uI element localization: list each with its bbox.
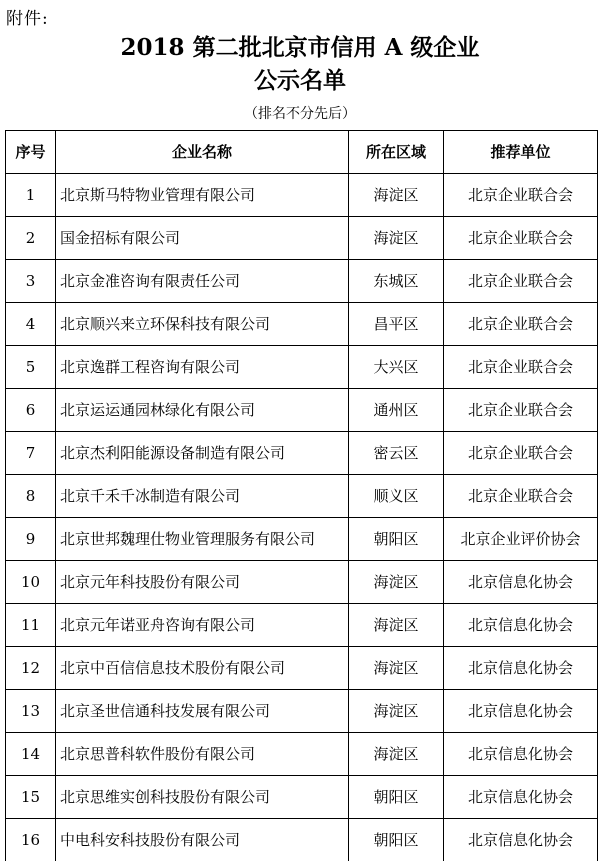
table-row	[6, 217, 598, 260]
table-row	[6, 561, 598, 604]
cell-index: 1	[6, 174, 56, 217]
cell-district: 海淀区	[349, 561, 444, 604]
table-row	[6, 389, 598, 432]
cell-district: 海淀区	[349, 733, 444, 776]
cell-company-name: 北京金准咨询有限责任公司	[56, 260, 349, 303]
table-row	[6, 604, 598, 647]
table-row	[6, 346, 598, 389]
cell-recommending-unit: 北京企业联合会	[444, 217, 598, 260]
header-company-name: 企业名称	[56, 131, 349, 174]
cell-recommending-unit: 北京信息化协会	[444, 819, 598, 862]
document-title-line2: 公示名单	[254, 67, 346, 94]
cell-company-name: 北京杰利阳能源设备制造有限公司	[56, 432, 349, 475]
cell-index: 12	[6, 647, 56, 690]
table-row	[6, 174, 598, 217]
cell-district: 朝阳区	[349, 819, 444, 862]
table-row	[6, 647, 598, 690]
cell-index: 2	[6, 217, 56, 260]
cell-district: 昌平区	[349, 303, 444, 346]
cell-index: 6	[6, 389, 56, 432]
cell-district: 大兴区	[349, 346, 444, 389]
document-title: 2018 第二批北京市信用 A 级企业	[120, 34, 480, 61]
cell-index: 11	[6, 604, 56, 647]
cell-recommending-unit: 北京企业联合会	[444, 475, 598, 518]
cell-company-name: 北京运运通园林绿化有限公司	[56, 389, 349, 432]
cell-district: 海淀区	[349, 690, 444, 733]
cell-recommending-unit: 北京企业联合会	[444, 432, 598, 475]
table-row	[6, 690, 598, 733]
cell-district: 东城区	[349, 260, 444, 303]
cell-index: 4	[6, 303, 56, 346]
table-row	[6, 776, 598, 819]
cell-district: 通州区	[349, 389, 444, 432]
cell-recommending-unit: 北京企业评价协会	[444, 518, 598, 561]
table-row	[6, 475, 598, 518]
cell-recommending-unit: 北京企业联合会	[444, 260, 598, 303]
cell-recommending-unit: 北京信息化协会	[444, 647, 598, 690]
cell-company-name: 北京世邦魏理仕物业管理服务有限公司	[56, 518, 349, 561]
cell-district: 顺义区	[349, 475, 444, 518]
cell-recommending-unit: 北京企业联合会	[444, 174, 598, 217]
cell-district: 海淀区	[349, 647, 444, 690]
cell-index: 8	[6, 475, 56, 518]
cell-index: 10	[6, 561, 56, 604]
table-row	[6, 518, 598, 561]
cell-company-name: 中电科安科技股份有限公司	[56, 819, 349, 862]
cell-index: 13	[6, 690, 56, 733]
cell-company-name: 北京思普科软件股份有限公司	[56, 733, 349, 776]
document-subtitle: （排名不分先后）	[244, 106, 356, 122]
cell-recommending-unit: 北京信息化协会	[444, 733, 598, 776]
cell-company-name: 北京逸群工程咨询有限公司	[56, 346, 349, 389]
header-recommending-unit: 推荐单位	[444, 131, 598, 174]
table-header-row	[6, 131, 598, 174]
cell-company-name: 北京斯马特物业管理有限公司	[56, 174, 349, 217]
cell-recommending-unit: 北京信息化协会	[444, 690, 598, 733]
cell-company-name: 北京思维实创科技股份有限公司	[56, 776, 349, 819]
cell-index: 3	[6, 260, 56, 303]
cell-recommending-unit: 北京信息化协会	[444, 776, 598, 819]
cell-recommending-unit: 北京信息化协会	[444, 561, 598, 604]
cell-index: 14	[6, 733, 56, 776]
cell-recommending-unit: 北京信息化协会	[444, 604, 598, 647]
header-district: 所在区域	[349, 131, 444, 174]
table-row	[6, 733, 598, 776]
table-row	[6, 819, 598, 862]
table-row	[6, 432, 598, 475]
cell-recommending-unit: 北京企业联合会	[444, 303, 598, 346]
header-index: 序号	[6, 131, 56, 174]
cell-index: 15	[6, 776, 56, 819]
cell-recommending-unit: 北京企业联合会	[444, 346, 598, 389]
cell-company-name: 北京千禾千冰制造有限公司	[56, 475, 349, 518]
cell-company-name: 北京元年科技股份有限公司	[56, 561, 349, 604]
cell-district: 朝阳区	[349, 518, 444, 561]
cell-index: 9	[6, 518, 56, 561]
cell-company-name: 北京圣世信通科技发展有限公司	[56, 690, 349, 733]
cell-index: 7	[6, 432, 56, 475]
cell-company-name: 北京元年诺亚舟咨询有限公司	[56, 604, 349, 647]
cell-district: 海淀区	[349, 174, 444, 217]
cell-district: 密云区	[349, 432, 444, 475]
cell-district: 海淀区	[349, 217, 444, 260]
attachment-label: 附件:	[6, 9, 49, 29]
table-row	[6, 260, 598, 303]
cell-district: 海淀区	[349, 604, 444, 647]
cell-district: 朝阳区	[349, 776, 444, 819]
cell-company-name: 国金招标有限公司	[56, 217, 349, 260]
cell-index: 5	[6, 346, 56, 389]
table-row	[6, 303, 598, 346]
cell-company-name: 北京中百信信息技术股份有限公司	[56, 647, 349, 690]
company-list-table	[5, 130, 598, 861]
cell-index: 16	[6, 819, 56, 862]
cell-recommending-unit: 北京企业联合会	[444, 389, 598, 432]
cell-company-name: 北京顺兴来立环保科技有限公司	[56, 303, 349, 346]
